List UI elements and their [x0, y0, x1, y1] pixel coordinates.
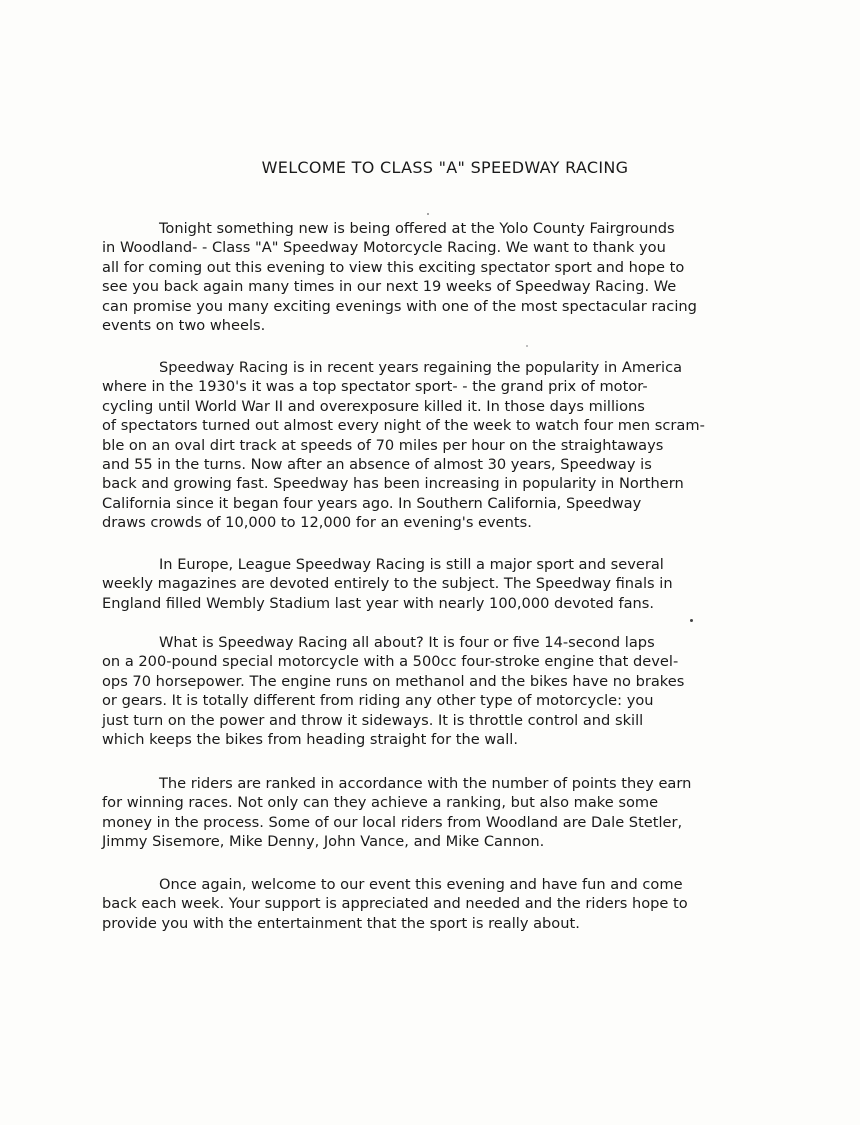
- text-line: The riders are ranked in accordance with the number of points they earn: [159, 775, 692, 792]
- text-line: can promise you many exciting evenings with one of the most spectacular racing: [102, 297, 697, 315]
- text-line: California since it began four years ago. In Southern California, Speedway: [102, 494, 642, 512]
- text-line: for winning races. Not only can they achieve a ranking, but also make some: [102, 794, 659, 812]
- paragraph-closing: [102, 875, 722, 933]
- paragraph-intro: [102, 219, 722, 335]
- paragraph-about: [102, 633, 722, 749]
- text-line: cycling until World War II and overexposure killed it. In those days millions: [102, 397, 645, 415]
- text-line: money in the process. Some of our local riders from Woodland are Dale Stetler,: [102, 813, 683, 831]
- text-line: draws crowds of 10,000 to 12,000 for an evening's events.: [102, 514, 532, 532]
- scan-speck: [690, 619, 693, 622]
- text-line: where in the 1930's it was a top spectator sport- - the grand prix of motor-: [102, 378, 648, 396]
- text-line: ops 70 horsepower. The engine runs on methanol and the bikes have no brakes: [102, 672, 685, 690]
- text-line: England filled Wembly Stadium last year with nearly 100,000 devoted fans.: [102, 594, 655, 612]
- paragraph-riders: [102, 774, 722, 852]
- text-line: Tonight something new is being offered at the Yolo County Fairgrounds: [159, 220, 675, 237]
- paragraph-europe: [102, 555, 722, 613]
- text-line: Jimmy Sisemore, Mike Denny, John Vance, and Mike Cannon.: [102, 833, 545, 851]
- text-line: events on two wheels.: [102, 317, 266, 335]
- text-line: of spectators turned out almost every night of the week to watch four men scram-: [102, 417, 705, 435]
- text-line: provide you with the entertainment that the sport is really about.: [102, 914, 580, 932]
- text-line: see you back again many times in our next 19 weeks of Speedway Racing. We: [102, 278, 677, 296]
- scan-speck: [526, 345, 528, 347]
- text-line: Speedway Racing is in recent years regaining the popularity in America: [159, 359, 683, 376]
- text-line: just turn on the power and throw it sideways. It is throttle control and skill: [102, 711, 644, 729]
- paragraph-history: [102, 358, 722, 533]
- text-line: Once again, welcome to our event this evening and have fun and come: [159, 876, 683, 893]
- text-line: back each week. Your support is appreciated and needed and the riders hope to: [102, 895, 688, 913]
- text-line: What is Speedway Racing all about? It is four or five 14-second laps: [159, 634, 655, 651]
- text-line: weekly magazines are devoted entirely to the subject. The Speedway finals in: [102, 575, 673, 593]
- text-line: back and growing fast. Speedway has been increasing in popularity in Northern: [102, 475, 684, 493]
- text-line: which keeps the bikes from heading straight for the wall.: [102, 731, 518, 749]
- document-title: WELCOME TO CLASS "A" SPEEDWAY RACING: [261, 158, 629, 177]
- text-line: and 55 in the turns. Now after an absence of almost 30 years, Speedway is: [102, 456, 652, 474]
- text-line: ble on an oval dirt track at speeds of 70 miles per hour on the straightaways: [102, 436, 664, 454]
- text-line: on a 200-pound special motorcycle with a 500cc four-stroke engine that devel-: [102, 653, 679, 671]
- scan-speck: [427, 213, 429, 215]
- text-line: all for coming out this evening to view this exciting spectator sport and hope to: [102, 258, 685, 276]
- text-line: or gears. It is totally different from riding any other type of motorcycle: you: [102, 692, 654, 710]
- text-line: in Woodland- - Class "A" Speedway Motorcycle Racing. We want to thank you: [102, 239, 666, 257]
- text-line: In Europe, League Speedway Racing is still a major sport and several: [159, 556, 664, 573]
